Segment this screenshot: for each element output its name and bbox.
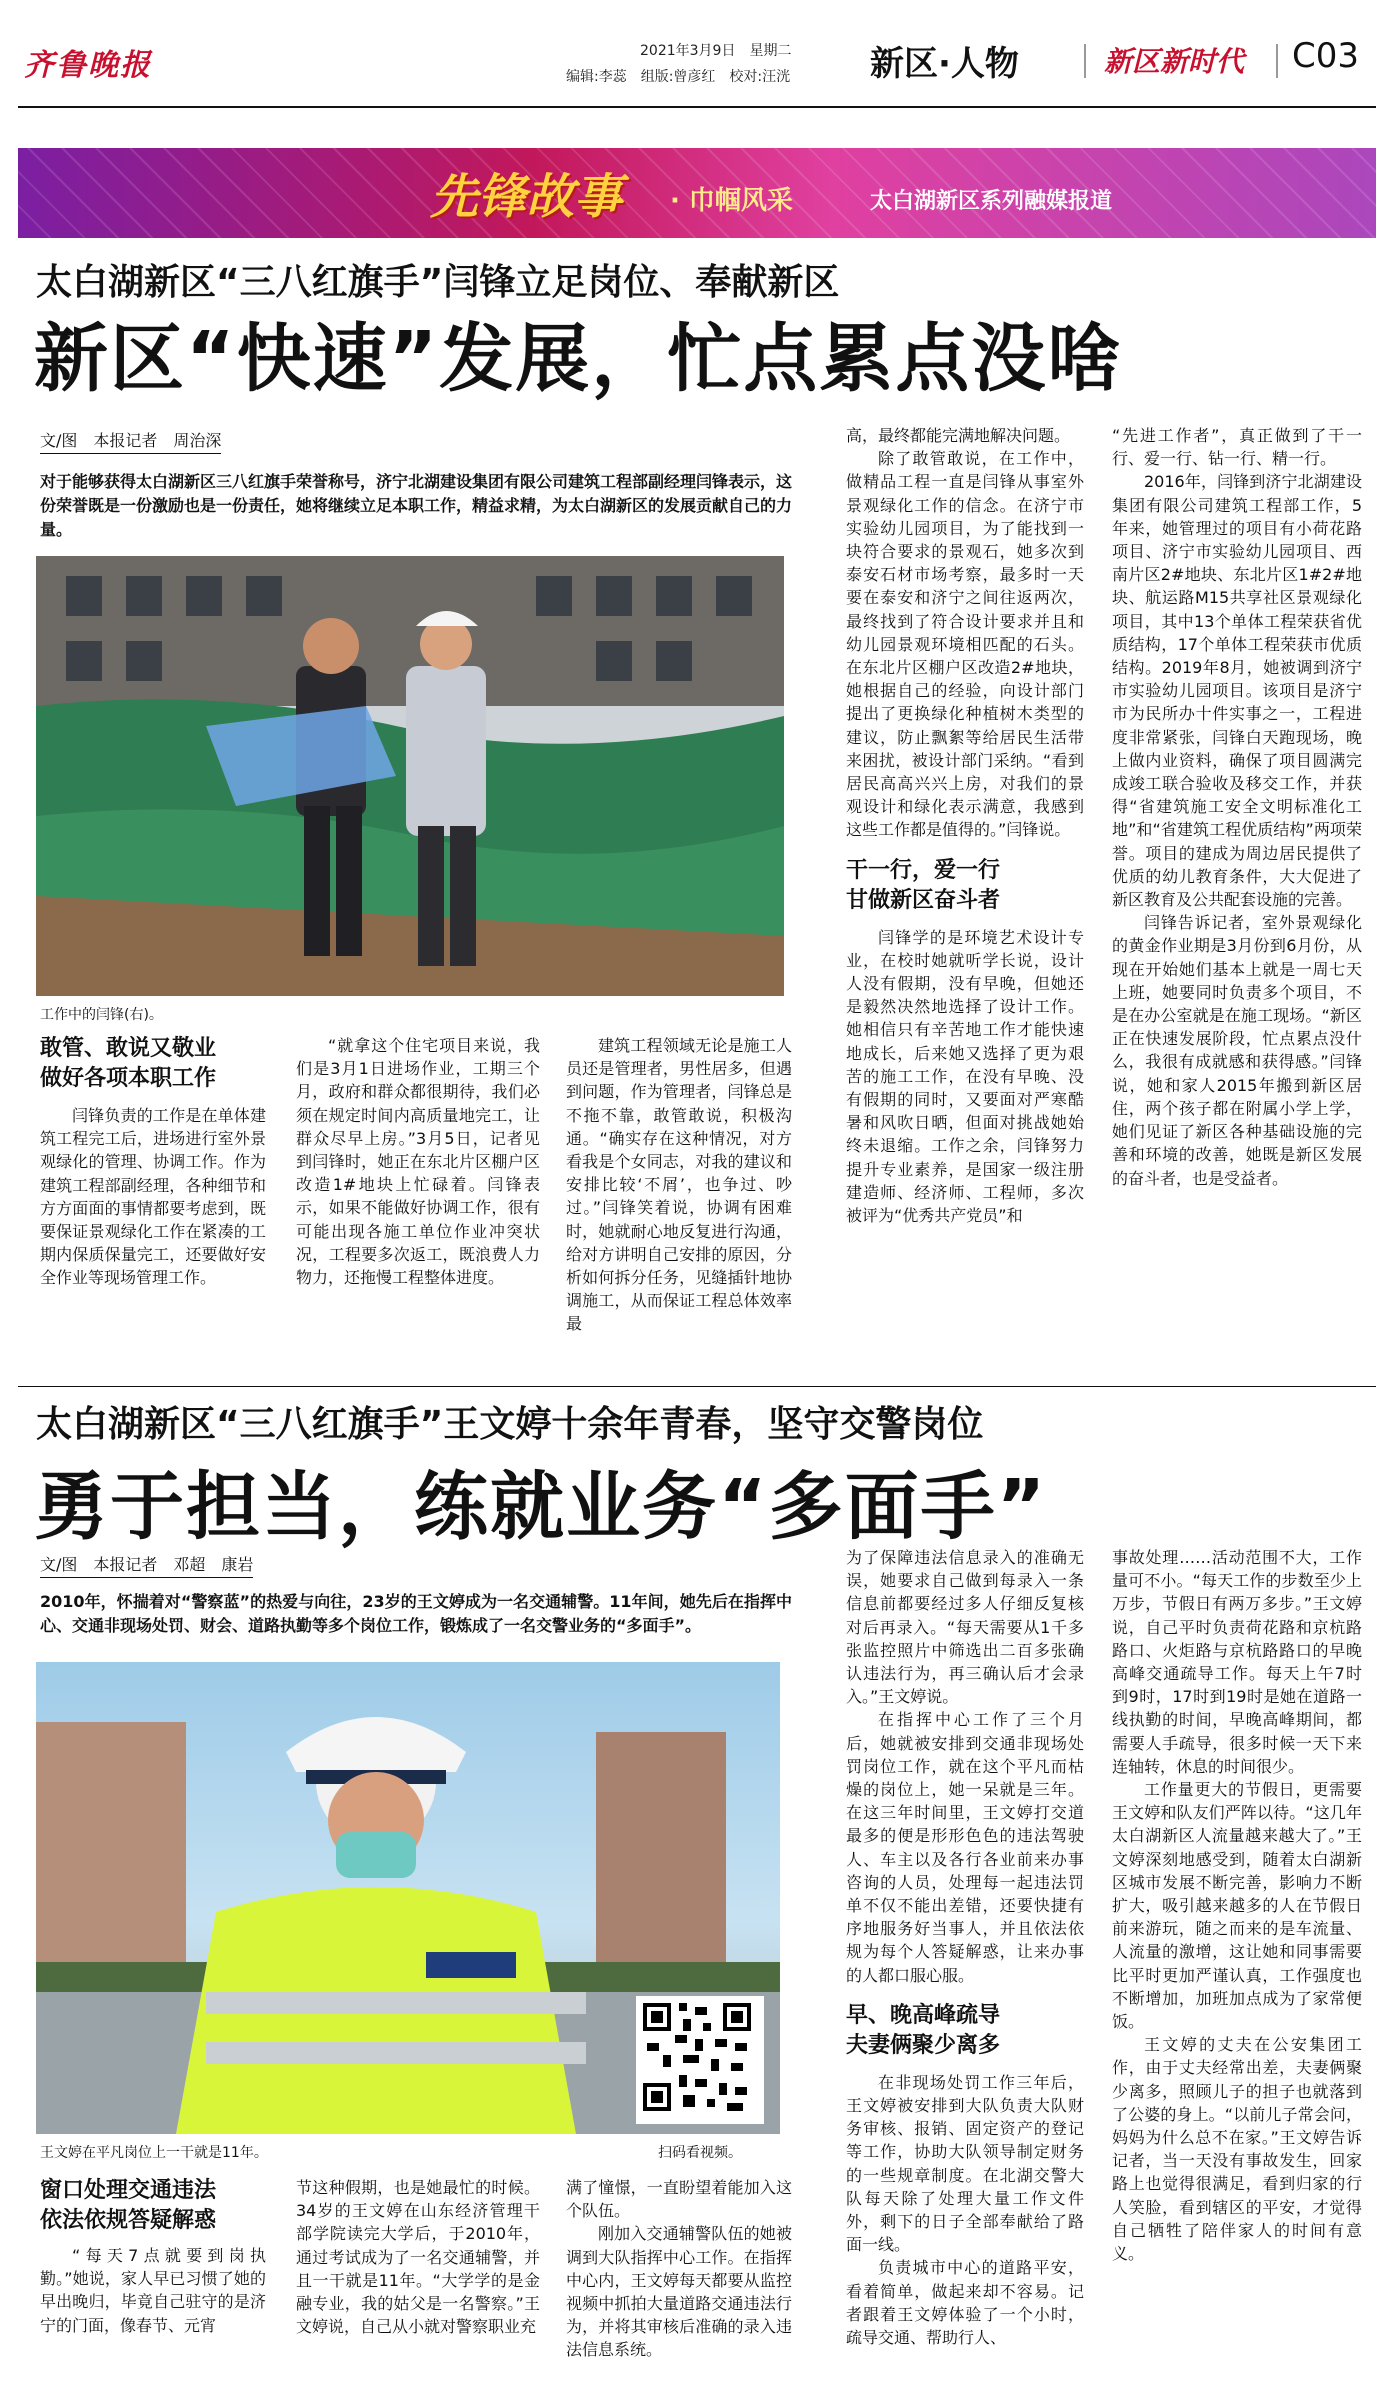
paragraph: 王文婷的丈夫在公安集团工作，由于丈夫经常出差，夫妻俩聚少离多，照顾儿子的担子也就落到了公婆的身上。“以前儿子常会问，妈妈为什么总不在家。”王文婷告诉记者，当一天没有事故发生，回家路上也觉得很满足，看到归家的行人笑脸，看到辖区的平安，才觉得自己牺牲了陪伴家人的时间有意义。 xyxy=(1112,2035,1362,2264)
issue-date: 2021年3月9日 星期二 xyxy=(640,43,792,59)
section-title: 新区·人物 xyxy=(870,44,1019,84)
subhead-line: 窗口处理交通违法 xyxy=(40,2178,217,2203)
story1-subhead-2 xyxy=(846,856,1084,916)
banner-series-label: 太白湖新区系列融媒报道 xyxy=(870,189,1113,214)
story2-byline: 文/图 本报记者 邓超 康岩 xyxy=(40,1552,253,1578)
story1-byline: 文/图 本报记者 周治深 xyxy=(40,428,221,454)
paragraph: 刚加入交通辅警队伍的她被调到大队指挥中心工作。在指挥中心内，王文婷每天都要从监控视频中抓拍大量道路交通违法行为，并将其审核后准确的录入违法信息系统。 xyxy=(566,2224,792,2360)
paragraph: 闫锋学的是环境艺术设计专业，在校时她就听学长说，设计人没有假期，没有早晚，但她还是毅然决然地选择了设计工作。她相信只有辛苦地工作才能快速地成长，后来她又选择了更为艰苦的施工工作，在没有早晚、没有假期的同时，又要面对严寒酷暑和风吹日晒，但面对挑战她始终未退缩。工作之余，闫锋努力提升专业素养，是国家一级注册建造师、经济师、工程师，多次被评为“优秀共产党员”和 xyxy=(846,927,1084,1226)
story1-subhead-1 xyxy=(40,1034,266,1094)
subhead-line: 甘做新区奋斗者 xyxy=(846,887,1001,913)
subhead-line: 早、晚高峰疏导 xyxy=(846,2002,1001,2028)
subhead-line: 敢管、敢说又敬业 xyxy=(40,1036,217,1061)
story1-photo-caption: 工作中的闫锋(右)。 xyxy=(40,1007,163,1023)
story2-subhead-1 xyxy=(40,2176,266,2236)
story1-lead: 对于能够获得太白湖新区三八红旗手荣誉称号，济宁北湖建设集团有限公司建筑工程部副经理闫锋表示，这份荣誉既是一份激励也是一份责任，她将继续立足本职工作，精益求精，为太白湖新区的发展贡献自己的力量。 xyxy=(40,472,793,539)
paragraph: 工作量更大的节假日，更需要王文婷和队友们严阵以待。“这几年太白湖新区人流量越来越大了。”王文婷深刻地感受到，随着太白湖新区城市发展不断完善，影响力不断扩大，吸引越来越多的人在节假日前来游玩，随之而来的是车流量、人流量的激增，这让她和同事需要比平时更加严谨认真，工作强度也不断增加，加班加点成为了家常便饭。 xyxy=(1112,1780,1362,2032)
paragraph: 在指挥中心工作了三个月后，她就被安排到交通非现场处罚岗位工作，就在这个平凡而枯燥的岗位上，她一呆就是三年。在这三年时间里，王文婷打交道最多的便是形形色色的违法驾驶人、车主以及各行各业前来办事咨询的人员，处理每一起违法罚单不仅不能出差错，还要快捷有序地服务好当事人，并且依法依规为每个人答疑解惑，让来办事的人都口服心服。 xyxy=(846,1710,1084,1985)
paragraph: “就拿这个住宅项目来说，我们是3月1日进场作业，工期三个月，政府和群众都很期待，我们必须在规定时间内高质量地完工，让群众尽早上房。”3月5日，记者见到闫锋时，她正在东北片区棚户区改造1#地块上忙碌着。闫锋表示，如果不能做好协调工作，很有可能出现各施工单位作业冲突状况，工程要多次返工，既浪费人力物力，还拖慢工程整体进度。 xyxy=(296,1036,540,1288)
story2-column-e xyxy=(1112,1546,1362,2384)
subhead-line: 依法依规答疑解惑 xyxy=(40,2208,217,2233)
masthead-divider xyxy=(1084,44,1086,78)
paragraph: 在非现场处罚工作三年后，王文婷被安排到大队负责大队财务审核、报销、固定资产的登记等工作，协助大队领导制定财务的一些规章制度。在北湖交警大队每天除了处理大量工作文件外，剩下的日子全部奉献给了路面一线。 xyxy=(846,2072,1084,2255)
story1-headline: 新区“快速”发展，忙点累点没啥 xyxy=(34,316,1124,402)
story1-kicker: 太白湖新区“三八红旗手”闫锋立足岗位、奉献新区 xyxy=(36,262,840,303)
story2-headline: 勇于担当，练就业务“多面手” xyxy=(34,1464,1048,1550)
paragraph: “每天7点就要到岗执勤。”她说，家人早已习惯了她的早出晚归，毕竟自己驻守的是济宁的门面，像春节、元宵 xyxy=(40,2246,266,2335)
story1-photo xyxy=(36,556,784,996)
story2-photo-caption: 王文婷在平凡岗位上一干就是11年。 xyxy=(40,2145,268,2161)
paragraph: 满了憧憬，一直盼望着能加入这个队伍。 xyxy=(566,2178,792,2221)
paragraph: 2016年，闫锋到济宁北湖建设集团有限公司建筑工程部工作，5年来，她管理过的项目有小荷花路项目、济宁市实验幼儿园项目、西南片区2#地块、东北片区1#2#地块、航运路M15共享社区景观绿化项目，其中13个单体工程荣获省优质结构，17个单体工程荣获市优质结构。2019年8月，她被调到济宁市实验幼儿园项目。该项目是济宁市为民所办十件实事之一，工程进度非常紧张，闫锋白天跑现场，晚上做内业资料，确保了项目圆满完成竣工联合验收及移交工作，并获得“省建筑施工安全文明标准化工地”和“省建筑工程优质结构”两项荣誉。项目的建成为周边居民提供了优质的幼儿教育条件，大大促进了新区教育及公共配套设施的完善。 xyxy=(1112,472,1362,910)
subhead-line: 夫妻俩聚少离多 xyxy=(846,2032,1001,2058)
story2-column-b xyxy=(296,2176,540,2384)
paragraph: 高，最终都能完满地解决问题。 xyxy=(846,426,1071,445)
paragraph: 闫锋告诉记者，室外景观绿化的黄金作业期是3月份到6月份，从现在开始她们基本上就是一周七天上班，她要同时负责多个项目，不是在办公室就是在施工现场。“新区正在快速发展阶段，忙点累点没什么，我很有成就感和获得感。”闫锋说，她和家人2015年搬到新区居住，两个孩子都在附属小学上学，她们见证了新区各种基础设施的完善和环境的改善，她既是新区发展的奋斗者，也是受益者。 xyxy=(1112,913,1362,1188)
qr-code-icon xyxy=(639,1999,755,2115)
story2-column-a xyxy=(40,2244,266,2384)
story1-column-c xyxy=(566,1034,792,1374)
section-brand-logo: 新区新时代 xyxy=(1104,45,1245,78)
story2-column-c xyxy=(566,2176,792,2384)
subhead-line: 干一行，爱一行 xyxy=(846,857,1001,883)
story2-lead: 2010年，怀揣着对“警察蓝”的热爱与向往，23岁的王文婷成为一名交通辅警。11年间，她先后在指挥中心、交通非现场处罚、财会、道路执勤等多个岗位工作，锻炼成了一名交警业务的“多面手”。 xyxy=(40,1592,792,1635)
banner-subtitle: · 巾帼风采 xyxy=(670,186,793,216)
qr-code[interactable] xyxy=(636,1996,764,2124)
paragraph: 除了敢管敢说，在工作中，做精品工程一直是闫锋从事室外景观绿化工作的信念。在济宁市实验幼儿园项目，为了能找到一块符合要求的景观石，她多次到泰安石材市场考察，最多时一天要在泰安和济宁之间往返两次，最终找到了符合设计要求并且和幼儿园景观环境相匹配的石头。在东北片区棚户区改造2#地块，她根据自己的经验，向设计部门提出了更换绿化种植树木类型的建议，防止飘絮等给居民生活带来困扰，被设计部门采纳。“看到居民高高兴兴上房，对我们的景观设计和绿化表示满意，我感到这些工作都是值得的。”闫锋说。 xyxy=(846,449,1084,840)
paper-name-logo: 齐鲁晚报 xyxy=(24,48,152,83)
story1-column-a xyxy=(40,1104,266,1374)
masthead-divider xyxy=(1276,44,1278,78)
paragraph: 为了保障违法信息录入的准确无误，她要求自己做到每录入一条信息前都要经过多人仔细反复核对后再录入。“每天需要从1千多张监控照片中筛选出二百多张确认违法行为，再三确认后才会录入。”王文婷说。 xyxy=(846,1548,1084,1707)
construction-site-photo xyxy=(36,556,784,996)
story2-subhead-2 xyxy=(846,2001,1084,2061)
paragraph: 节这种假期，也是她最忙的时候。34岁的王文婷在山东经济管理干部学院读完大学后，于2010年，通过考试成为了一名交通辅警，并且一干就是11年。“大学学的是金融专业，我的姑父是一名警察。”王文婷说，自己从小就对警察职业充 xyxy=(296,2178,540,2337)
paragraph: 闫锋负责的工作是在单体建筑工程完工后，进场进行室外景观绿化的管理、协调工作。作为建筑工程部副经理，各种细节和方方面面的事情都要考虑到，既要保证景观绿化工作在紧凑的工期内保质保量完工，还要做好安全作业等现场管理工作。 xyxy=(40,1106,266,1288)
paragraph: “先进工作者”，真正做到了干一行、爱一行、钻一行、精一行。 xyxy=(1112,426,1362,469)
story2-kicker: 太白湖新区“三八红旗手”王文婷十余年青春，坚守交警岗位 xyxy=(36,1404,984,1445)
story1-column-b xyxy=(296,1034,540,1374)
paragraph: 事故处理……活动范围不大，工作量可不小。“每天工作的步数至少上万步，节假日有两万多步。”王文婷说，自己平时负责荷花路和京杭路路口、火炬路与京杭路路口的早晚高峰交通疏导工作。每天上午7时到9时，17时到19时是她在道路一线执勤的时间，早晚高峰期间，都需要人手疏导，很多时候一天下来连轴转，休息的时间很少。 xyxy=(1112,1548,1362,1776)
subhead-line: 做好各项本职工作 xyxy=(40,1066,217,1091)
story2-column-d xyxy=(846,1546,1084,2384)
editor-credits: 编辑:李蕊 组版:曾彦红 校对:汪洸 xyxy=(566,69,791,85)
story1-column-d xyxy=(846,424,1084,1374)
qr-code-caption: 扫码看视频。 xyxy=(658,2145,742,2161)
story1-column-e xyxy=(1112,424,1362,1374)
banner-title: 先锋故事 xyxy=(430,169,623,225)
paragraph: 负责城市中心的道路平安，看着简单，做起来却不容易。记者跟着王文婷体验了一个小时，疏导交通、帮助行人、 xyxy=(846,2258,1084,2348)
page-number: C03 xyxy=(1292,36,1360,76)
masthead-rule xyxy=(18,106,1376,108)
paragraph: 建筑工程领域无论是施工人员还是管理者，男性居多，但遇到问题，作为管理者，闫锋总是不拖不靠，敢管敢说，积极沟通。“确实存在这种情况，对方看我是个女同志，对我的建议和安排比较‘不屑’，也争过、吵过。”闫锋笑着说，协调有困难时，她就耐心地反复进行沟通，给对方讲明自己安排的原因，分析如何拆分任务，见缝插针地协调施工，从而保证工程总体效率最 xyxy=(566,1036,792,1334)
story-divider xyxy=(18,1386,1376,1387)
